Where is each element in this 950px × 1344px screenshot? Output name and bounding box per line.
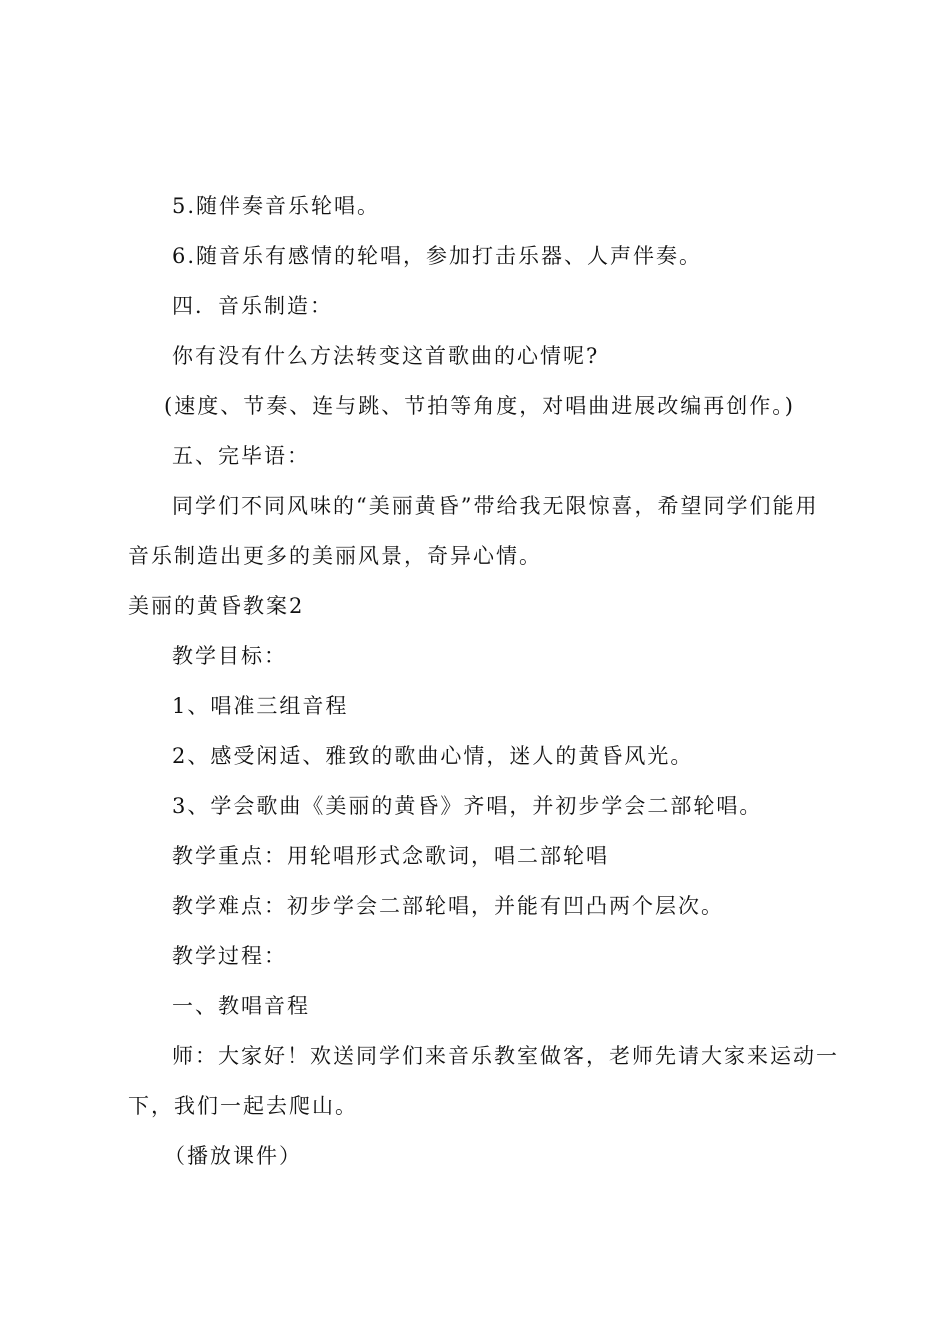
lesson-plan-title: 美丽的黄昏教案2 [128,594,305,618]
teaching-goals-heading: 教学目标： [172,644,287,668]
closing-paragraph-line-2: 音乐制造出更多的美丽风景，奇异心情。 [128,544,542,568]
section-heading-closing: 五、完毕语： [172,444,310,468]
step-1-heading: 一、教唱音程 [172,994,310,1018]
teaching-process-heading: 教学过程： [172,944,287,968]
question-text: 你有没有什么方法转变这首歌曲的心情呢? [172,344,600,368]
goal-3-text: 3、学会歌曲《美丽的黄昏》齐唱，并初步学会二部轮唱。 [172,794,763,818]
goal-1-text: 1、唱准三组音程 [172,694,349,718]
note-text: (速度、节奏、连与跳、节拍等角度，对唱曲进展改编再创作。) [164,394,795,418]
teacher-speech-line-2: 下，我们一起去爬山。 [128,1094,358,1118]
teaching-focus-text: 教学重点：用轮唱形式念歌词，唱二部轮唱 [172,844,609,868]
play-courseware-note: （播放课件） [164,1144,302,1168]
teacher-speech-line-1: 师：大家好！欢送同学们来音乐教室做客，老师先请大家来运动一 [172,1044,839,1068]
section-heading-music-creation: 四．音乐制造： [172,294,333,318]
step-5-text: 5.随伴奏音乐轮唱。 [172,194,381,218]
closing-paragraph-line-1: 同学们不同风味的“美丽黄昏”带给我无限惊喜，希望同学们能用 [172,494,819,518]
step-6-text: 6.随音乐有感情的轮唱，参加打击乐器、人声伴奏。 [172,244,703,268]
goal-2-text: 2、感受闲适、雅致的歌曲心情，迷人的黄昏风光。 [172,744,694,768]
teaching-difficulty-text: 教学难点：初步学会二部轮唱，并能有凹凸两个层次。 [172,894,724,918]
